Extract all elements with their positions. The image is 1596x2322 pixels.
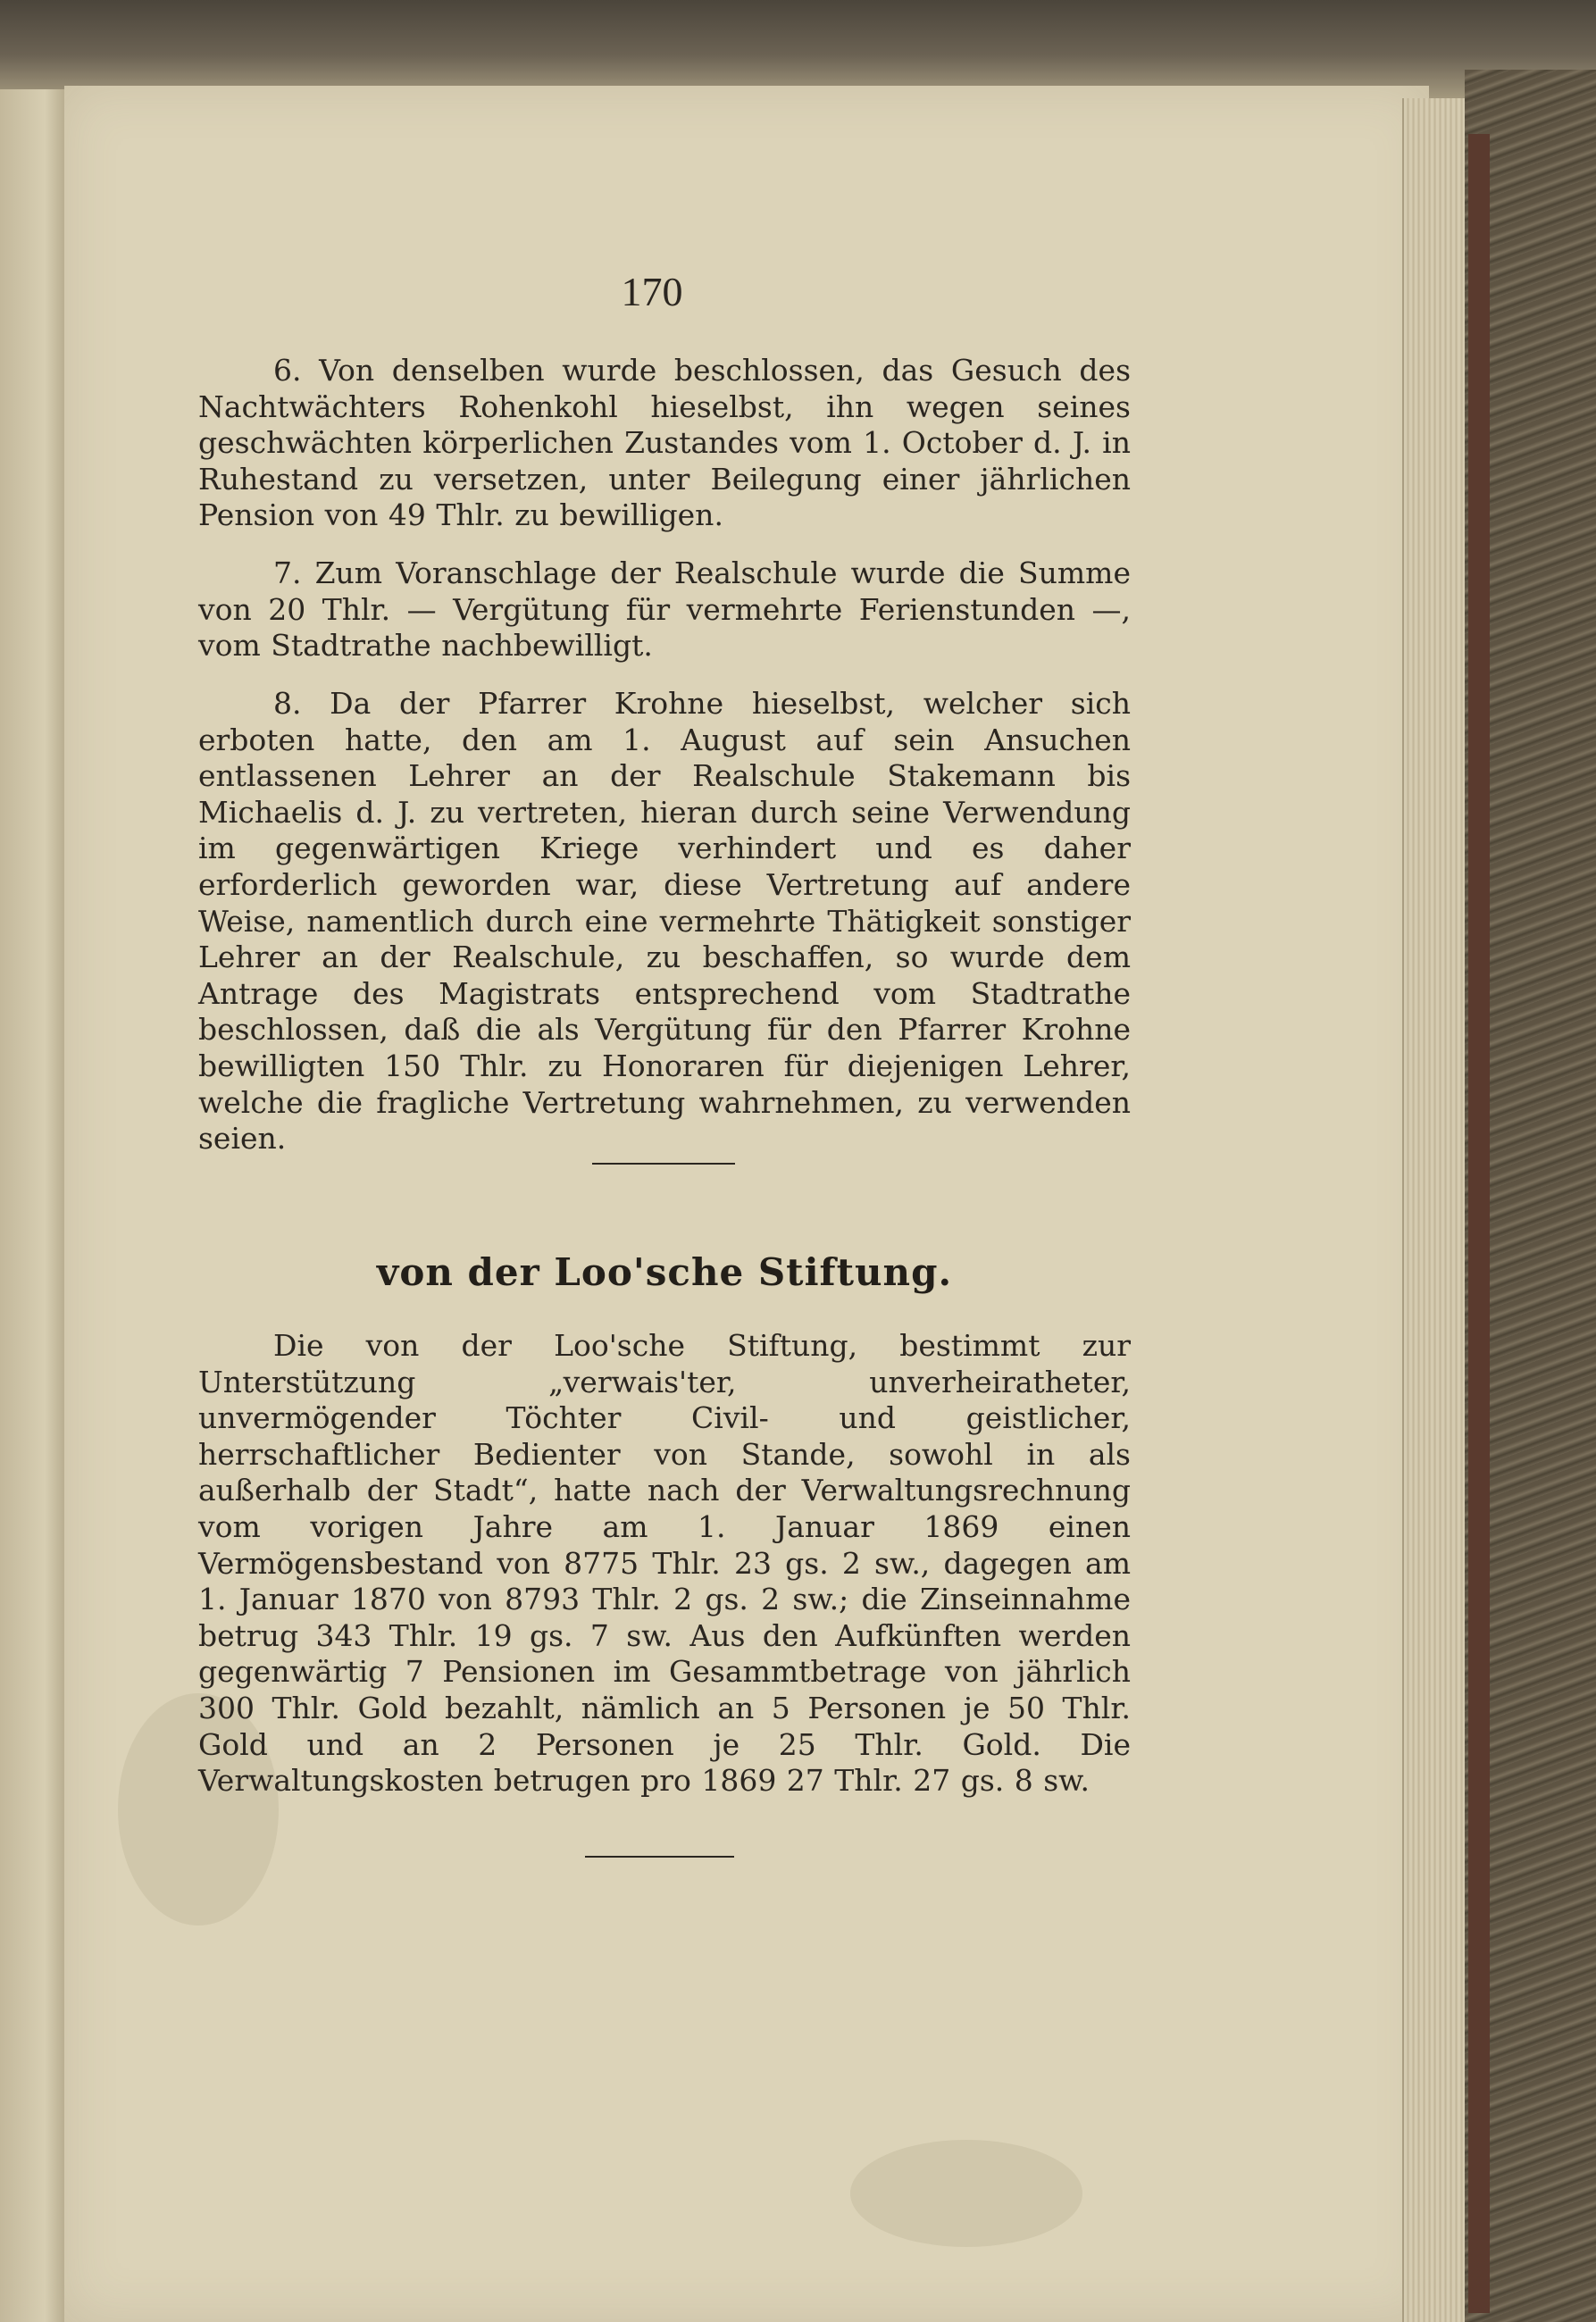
page-number: 170 bbox=[621, 269, 683, 314]
end-divider bbox=[585, 1856, 734, 1858]
cover-inner-edge bbox=[1468, 134, 1490, 2313]
paragraph-8: 8. Da der Pfarrer Krohne hieselbst, welcher sich erboten hatte, den am 1. August auf sein Ansuchen entlassenen Lehrer an der Realschule Stakemann bis Michaelis d. J. zu vertreten, hieran durch seine Verwendung im gegenwärtigen Kriege verhindert und es daher erforderlich geworden war, diese Vertretung auf andere Weise, namentlich durch eine vermehrte Thätigkeit sonstiger Lehrer an der Realschule, zu beschaffen, so wurde dem Antrage des Magistrats entsprechend vom Stadtrathe beschlossen, daß die als Vergütung für den Pfarrer Krohne bewilligten 150 Thlr. zu Honoraren für diejenigen Lehrer, welche die fragliche Vertretung wahrnehmen, zu verwenden seien. bbox=[198, 686, 1131, 1157]
section-divider bbox=[592, 1163, 735, 1165]
paragraph-7: 7. Zum Voranschlage der Realschule wurde die Summe von 20 Thlr. — Vergütung für vermehrte Ferienstunden —, vom Stadtrathe nachbewilligt. bbox=[198, 555, 1131, 664]
paper-stain bbox=[850, 2140, 1082, 2247]
page-stack-edge bbox=[1402, 98, 1466, 2322]
left-page-edge bbox=[0, 89, 67, 2322]
stiftung-paragraph: Die von der Loo'sche Stiftung, bestimmt zur Unterstützung „verwais'ter, unverheiratheter, unvermögender Töchter Civil- und geistlicher, herrschaftlicher Bedienter von Stande, sowohl in als außerhalb der Stadt“, hatte nach der Verwaltungsrechnung vom vorigen Jahre am 1. Januar 1869 einen Vermögensbestand von 8775 Thlr. 23 gs. 2 sw., dagegen am 1. Januar 1870 von 8793 Thlr. 2 gs. 2 sw.; die Zinseinnahme betrug 343 Thlr. 19 gs. 7 sw. Aus den Aufkünften werden gegenwärtig 7 Pensionen im Gesammtbetrage von jährlich 300 Thlr. Gold bezahlt, nämlich an 5 Personen je 50 Thlr. Gold und an 2 Personen je 25 Thlr. Gold. Die Verwaltungskosten betrugen pro 1869 27 Thlr. 27 gs. 8 sw. bbox=[198, 1328, 1131, 1799]
paragraph-6: 6. Von denselben wurde beschlossen, das Gesuch des Nachtwächters Rohenkohl hieselbst, ihn wegen seines geschwächten körperlichen Zustandes vom 1. October d. J. in Ruhestand zu versetzen, unter Beilegung einer jährlichen Pension von 49 Thlr. zu bewilligen. bbox=[198, 353, 1131, 533]
section-title: von der Loo'sche Stiftung. bbox=[376, 1250, 953, 1294]
